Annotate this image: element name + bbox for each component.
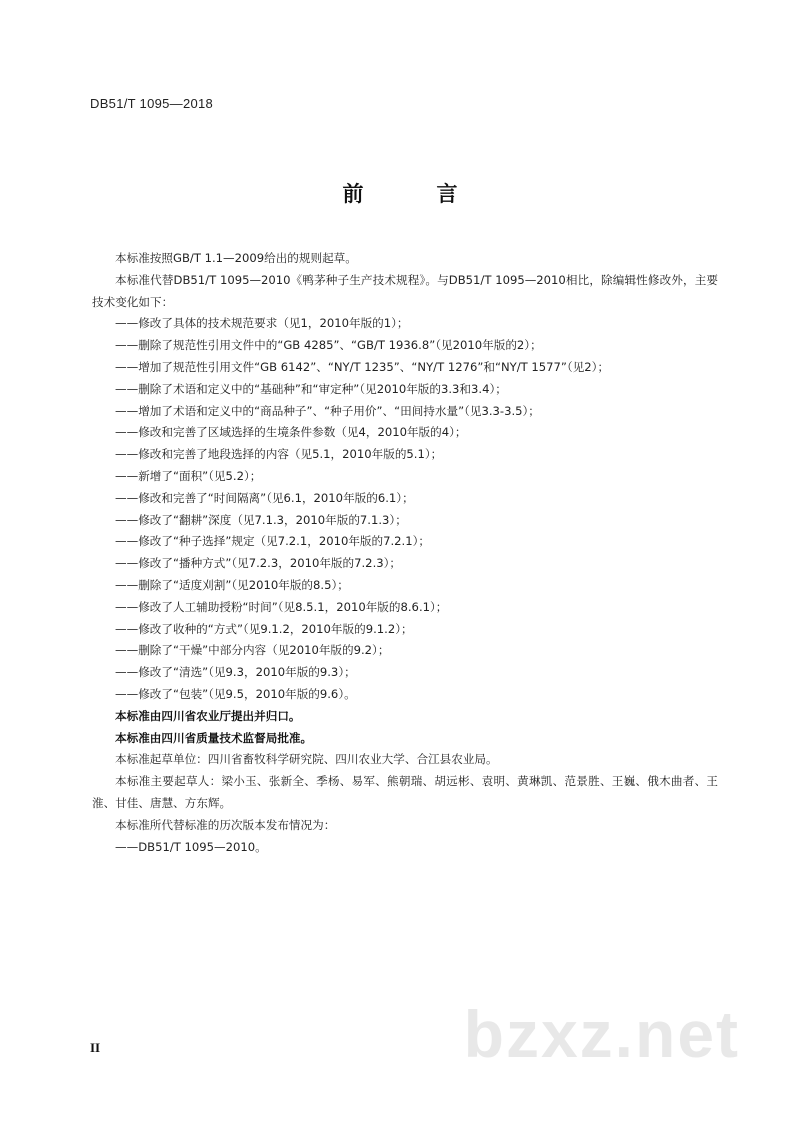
change-item: ——删除了“适度刈割”（见2010年版的8.5）；	[115, 577, 349, 592]
change-item: ——删除了规范性引用文件中的“GB 4285”、“GB/T 1936.8”（见2010年版的2）；	[115, 338, 542, 353]
paragraph-drafting-units: 本标准起草单位：四川省畜牧科学研究院、四川农业大学、合江县农业局。	[115, 752, 498, 767]
change-item: ——修改了“清选”（见9.3，2010年版的9.3）；	[115, 665, 356, 680]
change-item: ——修改和完善了区域选择的生境条件参数（见4，2010年版的4）；	[115, 425, 467, 440]
change-item: ——修改了收种的“方式”（见9.1.2，2010年版的9.1.2）；	[115, 621, 413, 636]
page-number: II	[90, 1040, 101, 1055]
change-item: ——修改了“包装”（见9.5，2010年版的9.6）。	[115, 686, 356, 701]
change-item: ——修改和完善了地段选择的内容（见5.1，2010年版的5.1）；	[115, 447, 443, 462]
paragraph-drafting-rule: 本标准按照GB/T 1.1—2009给出的规则起草。	[115, 251, 357, 265]
change-item: ——修改了“播种方式”（见7.2.3，2010年版的7.2.3）；	[115, 556, 402, 571]
paragraph-replacement: 本标准代替DB51/T 1095—2010《鸭茅种子生产技术规程》。与DB51/T 1095—2010相比，除编辑性修改外，主要技术变化如下：	[92, 272, 718, 309]
change-item: ——新增了“面积”（见5.2）；	[115, 468, 262, 483]
change-item: ——修改了“种子选择”规定（见7.2.1，2010年版的7.2.1）；	[115, 534, 430, 549]
paragraph-proposer: 本标准由四川省农业厅提出并归口。	[115, 708, 301, 723]
page-title: 前 言	[342, 182, 484, 206]
foreword-body	[92, 248, 718, 858]
paragraph-version-history: 本标准所代替标准的历次版本发布情况为：	[115, 817, 336, 832]
watermark-logo: bzxz.net	[463, 997, 740, 1071]
change-item: ——修改了“翻耕”深度（见7.1.3，2010年版的7.1.3）；	[115, 512, 407, 527]
paragraph-approver: 本标准由四川省质量技术监督局批准。	[115, 730, 313, 745]
change-item: ——增加了规范性引用文件“GB 6142”、“NY/T 1235”、“NY/T 1276”和“NY/T 1577”（见2）；	[115, 359, 610, 374]
paragraph-drafters: 本标准主要起草人：梁小玉、张新全、季杨、易军、熊朝瑞、胡远彬、袁明、黄琳凯、范景胜、王巍、俄木曲者、王淮、甘佳、唐慧、方东辉。	[92, 774, 718, 810]
change-item: ——删除了术语和定义中的“基础种”和“审定种”（见2010年版的3.3和3.4）；	[115, 381, 507, 396]
version-history-item: ——DB51/T 1095—2010。	[115, 839, 267, 854]
change-item: ——删除了“干燥”中部分内容（见2010年版的9.2）；	[115, 643, 390, 658]
change-item: ——修改和完善了“时间隔离”（见6.1，2010年版的6.1）；	[115, 490, 414, 505]
change-item: ——增加了术语和定义中的“商品种子”、“种子用价”、“田间持水量”（见3.3-3.5）；	[115, 403, 540, 418]
change-item: ——修改了人工辅助授粉“时间”（见8.5.1，2010年版的8.6.1）；	[115, 599, 448, 614]
change-item: ——修改了具体的技术规范要求（见1，2010年版的1）；	[115, 316, 409, 331]
document-code-header: DB51/T 1095—2018	[90, 96, 214, 111]
